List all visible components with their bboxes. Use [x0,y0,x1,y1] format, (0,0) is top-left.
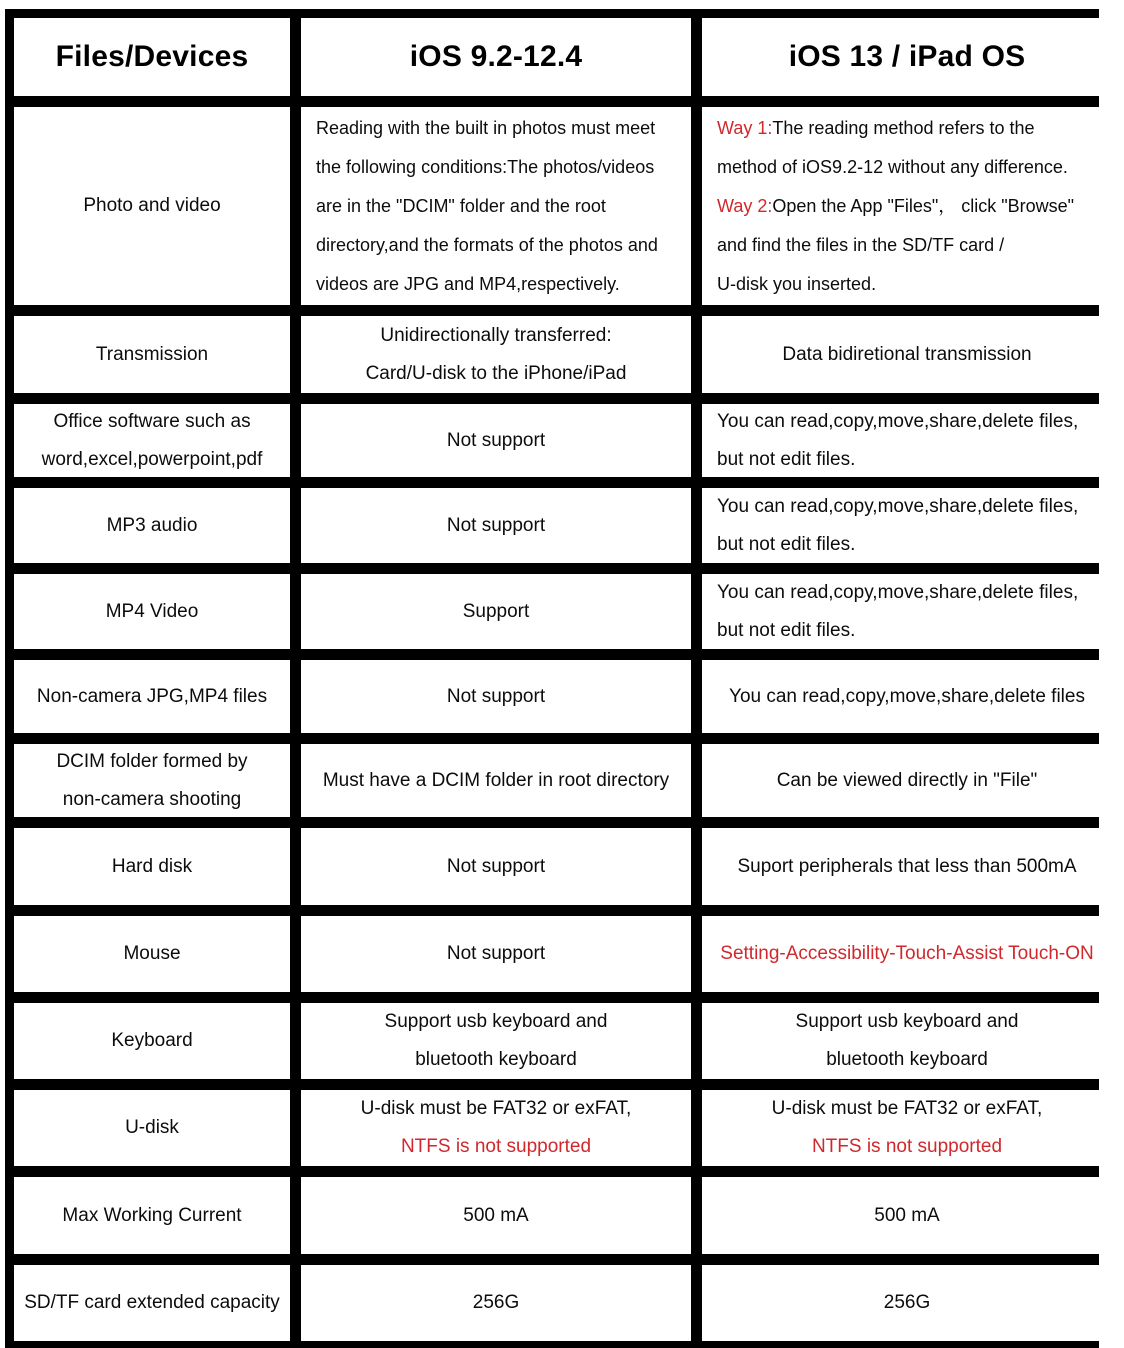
cell-line [361,1090,632,1128]
text-segment: and find the files in the SD/TF card / [717,234,1005,255]
header-label: iOS 13 / iPad OS [788,40,1026,73]
header-cell-ios13 [702,18,1112,96]
text-segment: Open the App "Files"， click "Browse" [772,195,1075,216]
ios9-cell [301,916,691,992]
text-segment: Keyboard [111,1030,193,1051]
text-segment: but not edit files. [717,448,856,470]
cell-line [717,574,1078,612]
ios9-cell [301,1265,691,1341]
header-label: Files/Devices [55,40,249,73]
text-segment: 256G [883,1292,931,1313]
red-text-segment: Setting-Accessibility-Touch-Assist Touch-ON [720,943,1094,964]
ios9-cell [301,744,691,817]
ios13-cell [702,1003,1112,1079]
text-segment: U-disk [125,1117,179,1138]
cell-line [63,781,242,819]
ios13-cell [702,828,1112,905]
feature-cell [14,916,290,992]
text-segment: word,excel,powerpoint,pdf [41,448,263,470]
ios13-cell [702,488,1112,563]
cell-line [777,762,1038,800]
cell-line [56,743,247,781]
text-segment: Hard disk [111,855,193,877]
text-segment: bluetooth keyboard [415,1049,577,1070]
text-segment: Transmission [95,343,209,365]
text-segment: Unidirectionally transferred: [380,324,612,346]
cell-line [415,1041,577,1079]
text-segment: directory,and the formats of the photos and [316,234,658,255]
ios9-cell [301,107,691,305]
cell-line [463,1197,528,1235]
text-segment: Support usb keyboard and [795,1011,1019,1032]
cell-line [447,422,545,460]
ios13-cell [702,916,1112,992]
text-segment: method of iOS9.2-12 without any difference. [717,156,1068,177]
feature-cell [14,1265,290,1341]
cell-line [720,935,1093,973]
ios9-cell [301,488,691,563]
text-segment: 500 mA [463,1204,529,1226]
cell-line [447,848,545,886]
text-segment: but not edit files. [717,533,856,555]
cell-line [717,488,1078,526]
text-segment: Non-camera JPG,MP4 files [36,685,268,707]
text-segment: You can read,copy,move,share,delete files, [717,410,1079,432]
feature-cell [14,488,290,563]
cell-line [473,1284,519,1322]
text-segment: The reading method refers to the [772,117,1035,138]
cell-line [112,848,192,886]
feature-cell [14,828,290,905]
text-segment: Photo and video [83,195,221,216]
feature-cell [14,574,290,649]
cell-line [796,1003,1019,1041]
cell-line [111,1022,192,1060]
text-segment: U-disk you inserted. [717,273,877,294]
text-segment: Not support [446,685,546,707]
cell-line [316,265,620,304]
comparison-table [5,9,1099,1348]
ios9-cell [301,660,691,733]
cell-line [53,403,250,441]
header-cell-ios9 [301,18,691,96]
red-text-segment: NTFS is not supported [400,1136,592,1157]
cell-line [729,678,1085,716]
cell-line [884,1284,930,1322]
cell-line [826,1041,988,1079]
text-segment: bluetooth keyboard [826,1049,988,1070]
ios9-cell [301,316,691,393]
ios13-cell [702,107,1112,305]
cell-line [717,612,855,650]
cell-line [717,148,1068,187]
feature-cell [14,1177,290,1254]
cell-line [782,336,1031,374]
text-segment: Office software such as [53,410,251,432]
text-segment: videos are JPG and MP4,respectively. [316,273,620,294]
red-text-segment: Way 2: [717,195,773,216]
text-segment: You can read,copy,move,share,delete files [729,685,1085,707]
cell-line [316,109,655,148]
cell-line [717,109,1035,148]
cell-line [107,507,198,545]
cell-line [874,1197,939,1235]
ios9-cell [301,1003,691,1079]
feature-cell [14,1090,290,1166]
cell-line [42,441,263,479]
text-segment: Card/U-disk to the iPhone/iPad [365,362,627,384]
cell-line [717,403,1078,441]
cell-line [772,1090,1043,1128]
header-label: iOS 9.2-12.4 [409,40,583,73]
ios13-cell [702,744,1112,817]
cell-line [62,1197,241,1235]
cell-line [316,148,654,187]
ios9-cell [301,1177,691,1254]
cell-line [717,526,855,564]
red-text-segment: Way 1: [717,117,773,138]
text-segment: Max Working Current [62,1204,242,1226]
text-segment: U-disk must be FAT32 or exFAT, [771,1098,1043,1119]
cell-line [366,355,627,393]
ios9-cell [301,828,691,905]
cell-line [737,848,1076,886]
text-segment: You can read,copy,move,share,delete files, [717,495,1079,517]
ios9-cell [301,574,691,649]
feature-cell [14,404,290,477]
text-segment: Can be viewed directly in "File" [776,769,1038,791]
text-segment: Not support [446,943,546,964]
text-segment: Not support [446,855,546,877]
ios13-cell [702,574,1112,649]
cell-line [447,935,545,973]
feature-cell [14,316,290,393]
cell-line [447,678,545,716]
ios13-cell [702,1177,1112,1254]
text-segment: Support usb keyboard and [384,1011,608,1032]
text-segment: Must have a DCIM folder in root directory [322,769,670,791]
header-cell-files-devices [14,18,290,96]
feature-cell [14,744,290,817]
cell-line [323,762,669,800]
cell-line [125,1109,179,1147]
cell-line [463,593,530,631]
text-segment: non-camera shooting [62,788,242,810]
ios13-cell [702,404,1112,477]
text-segment: Reading with the built in photos must meet [316,117,656,138]
feature-cell [14,1003,290,1079]
cell-line [96,336,208,374]
cell-line [316,226,658,265]
ios13-cell [702,316,1112,393]
text-segment: 256G [472,1292,520,1313]
text-segment: SD/TF card extended capacity [24,1292,280,1313]
cell-line [83,187,220,225]
text-segment: MP4 Video [105,600,199,622]
cell-line [717,187,1074,226]
ios13-cell [702,1090,1112,1166]
text-segment: are in the "DCIM" folder and the root [316,195,606,216]
cell-line [717,265,876,304]
cell-line [401,1128,591,1166]
text-segment: DCIM folder formed by [56,750,248,772]
text-segment: MP3 audio [106,514,198,536]
cell-line [385,1003,608,1041]
cell-line [812,1128,1002,1166]
text-segment: but not edit files. [717,619,856,641]
cell-line [447,507,545,545]
ios13-cell [702,1265,1112,1341]
cell-line [37,678,267,716]
cell-line [717,441,855,479]
text-segment: 500 mA [874,1204,940,1226]
text-segment: Data bidiretional transmission [782,343,1032,365]
text-segment: the following conditions:The photos/videos [316,156,655,177]
cell-line [106,593,199,631]
text-segment: Not support [446,429,546,451]
cell-line [380,317,611,355]
ios9-cell [301,1090,691,1166]
cell-line [316,187,606,226]
cell-line [717,226,1004,265]
text-segment: Not support [446,514,546,536]
feature-cell [14,660,290,733]
cell-line [123,935,180,973]
ios13-cell [702,660,1112,733]
cell-line [24,1284,280,1322]
text-segment: Mouse [123,943,181,964]
ios9-cell [301,404,691,477]
text-segment: You can read,copy,move,share,delete files, [717,581,1079,603]
text-segment: U-disk must be FAT32 or exFAT, [360,1098,632,1119]
red-text-segment: NTFS is not supported [811,1136,1003,1157]
text-segment: Suport peripherals that less than 500mA [737,855,1077,877]
feature-cell [14,107,290,305]
text-segment: Support [462,600,530,622]
